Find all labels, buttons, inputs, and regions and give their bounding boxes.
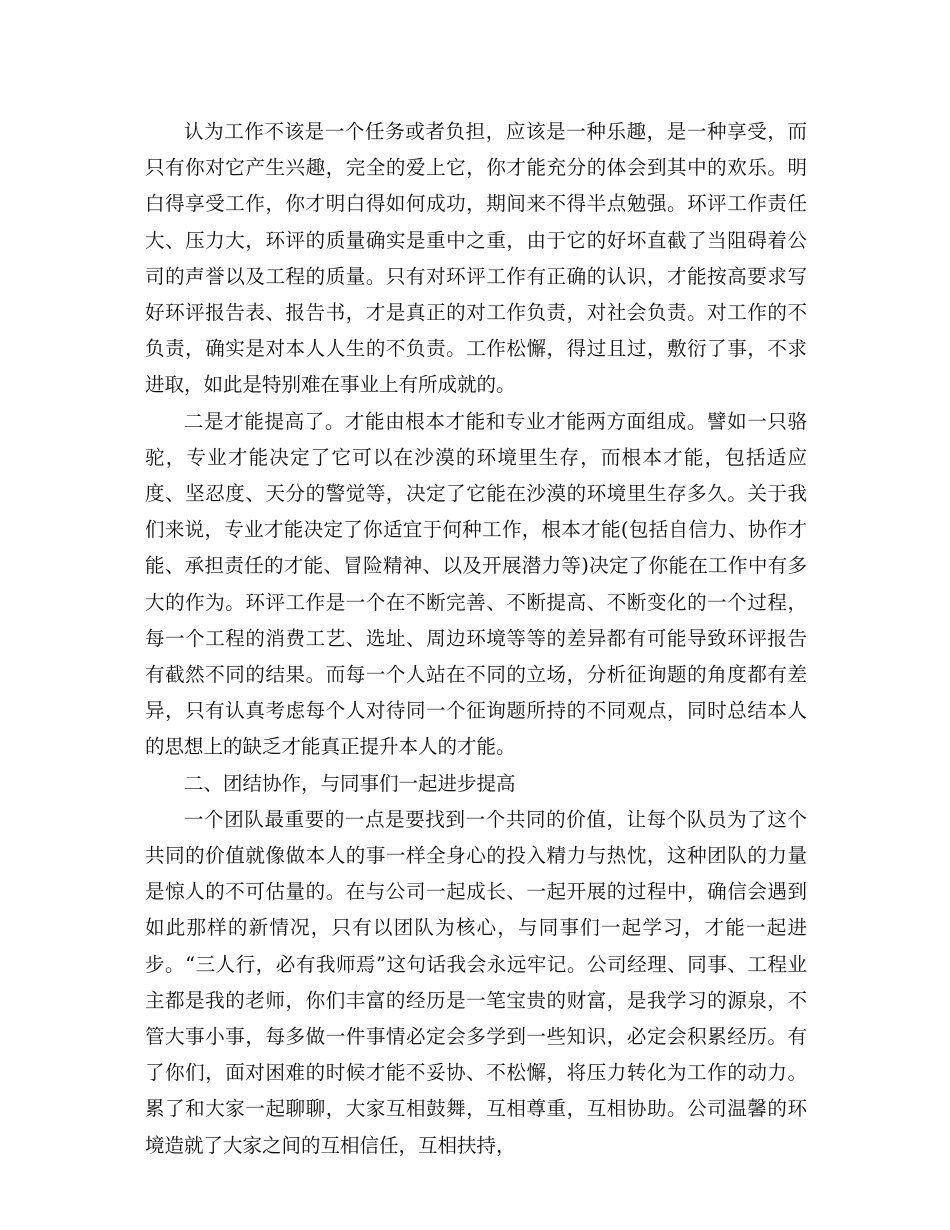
paragraph-teamwork: 一个团队最重要的一点是要找到一个共同的价值，让每个队员为了这个共同的价值就像做本人的事一样全身心的投入精力与热忱，这种团队的力量是惊人的不可估量的。在与公司一起成长、一起开展的过程中，确信会遇到如此那样的新情况，只有以团队为核心，与同事们一起学习，才能一起进步。“三人行，必有我师焉”这句话我会永远牢记。公司经理、同事、工程业主都是我的老师，你们丰富的经历是一笔宝贵的财富，是我学习的源泉，不管大事小事，每多做一件事情必定会多学到一些知识，必定会积累经历。有了你们，面对困难的时候才能不妥协、不松懈，将压力转化为工作的动力。累了和大家一起聊聊，大家互相鼓舞，互相尊重，互相协助。公司温馨的环境造就了大家之间的互相信任，互相扶持， <box>145 807 807 1157</box>
section-heading-teamwork: 二、团结协作，与同事们一起进步提高 <box>184 771 516 795</box>
paragraph-attitude: 认为工作不该是一个任务或者负担，应该是一种乐趣，是一种享受，而只有你对它产生兴趣，完全的爱上它，你才能充分的体会到其中的欢乐。明白得享受工作，你才明白得如何成功，期间来不得半点勉强。环评工作责任大、压力大，环评的质量确实是重中之重，由于它的好坏直截了当阻碍着公司的声誉以及工程的质量。只有对环评工作有正确的认识，才能按高要求写好环评报告表、报告书，才是真正的对工作负责，对社会负责。对工作的不负责，确实是对本人人生的不负责。工作松懈，得过且过，敷衍了事，不求进取，如此是特别难在事业上有所成就的。 <box>145 120 807 397</box>
paragraph-ability: 二是才能提高了。才能由根本才能和专业才能两方面组成。譬如一只骆驼，专业才能决定了它可以在沙漠的环境里生存，而根本才能，包括适应度、坚忍度、天分的警觉等，决定了它能在沙漠的环境里生存多久。关于我们来说，专业才能决定了你适宜于何种工作，根本才能(包括自信力、协作才能、承担责任的才能、冒险精神、以及开展潜力等)决定了你能在工作中有多大的作为。环评工作是一个在不断完善、不断提高、不断变化的一个过程，每一个工程的消费工艺、选址、周边环境等等的差异都有可能导致环评报告有截然不同的结果。而每一个人站在不同的立场，分析征询题的角度都有差异，只有认真考虑每个人对待同一个征询题所持的不同观点，同时总结本人的思想上的缺乏才能真正提升本人的才能。 <box>145 409 807 759</box>
document-page <box>145 114 807 1164</box>
